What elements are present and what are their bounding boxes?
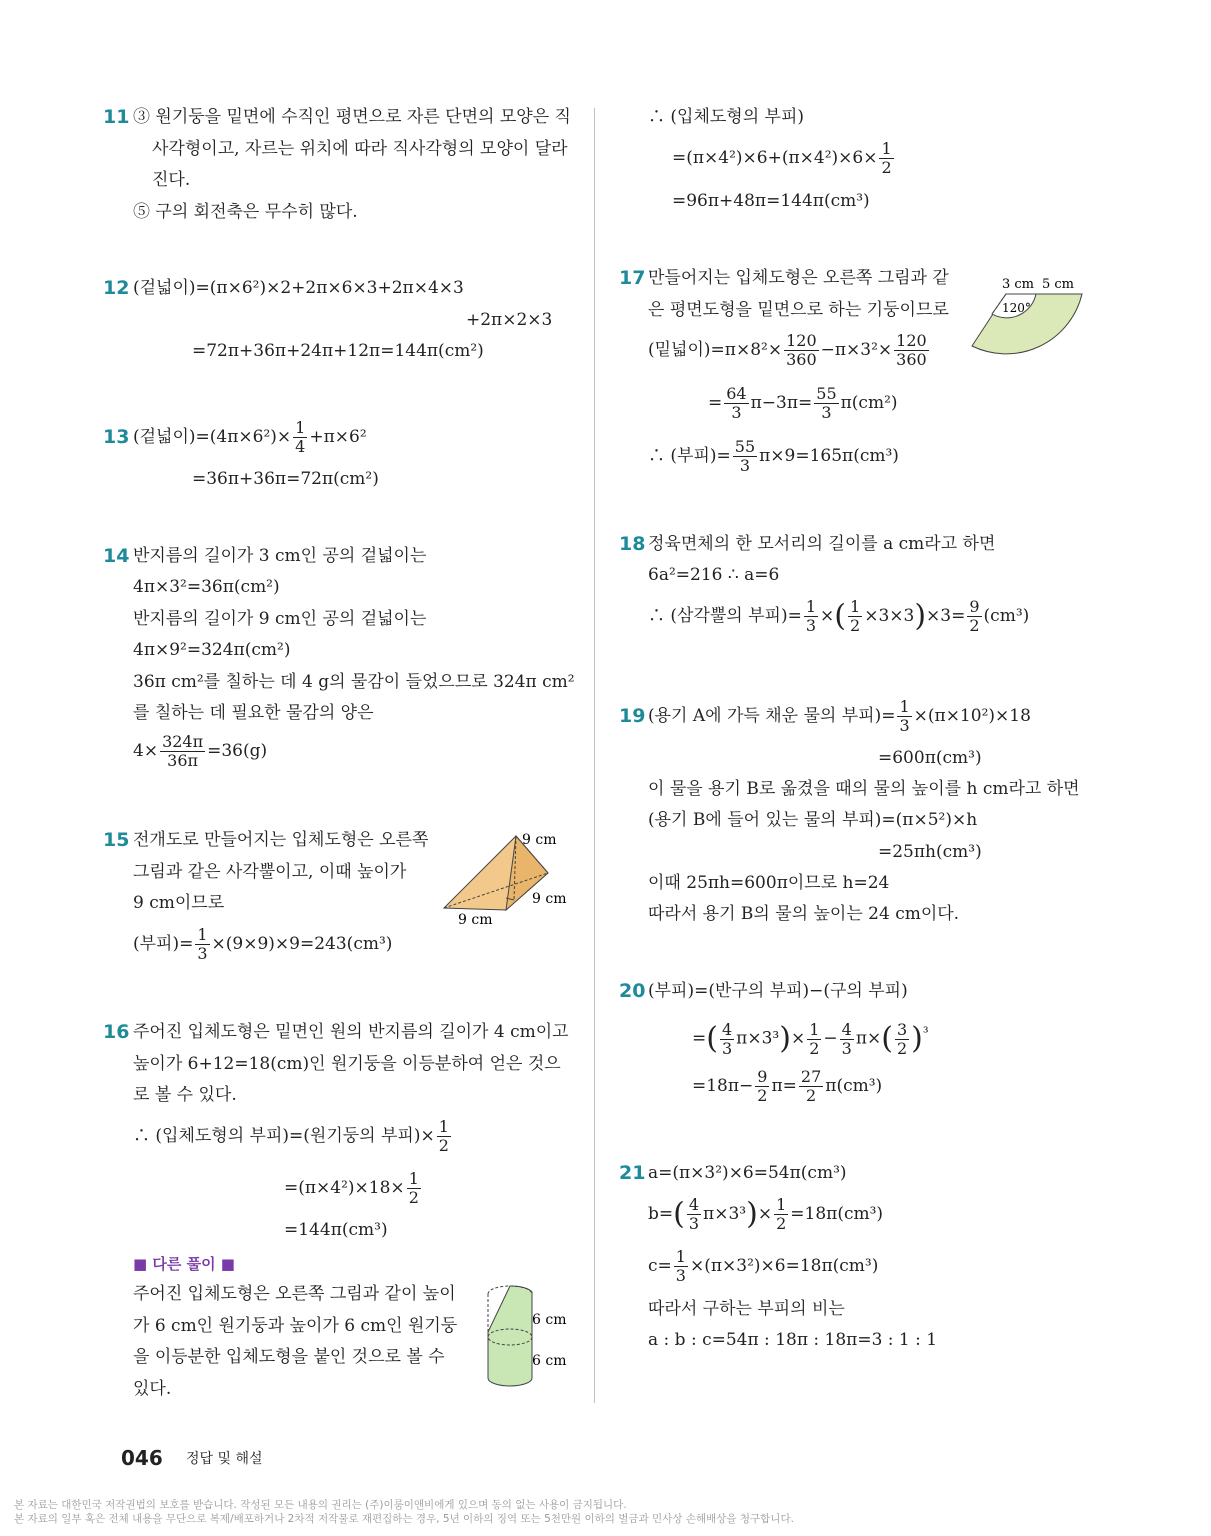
text-line: 은 평면도형을 밑면으로 하는 기둥이므로 [648,300,949,320]
label-right: 9 cm [532,891,567,907]
text-line: a=(π×3²)×6=54π(cm³) [648,1163,847,1183]
text: × [790,1028,806,1049]
label-upper: 6 cm [532,1312,567,1328]
fraction [720,1021,734,1058]
text: π−3π= [750,393,813,413]
formula-line [133,416,367,458]
text-line: 따라서 용기 B의 물의 높이는 24 cm이다. [648,904,960,924]
formula-line [692,1010,929,1062]
pyramid-figure [436,828,576,928]
denominator: 3 [821,403,832,422]
text: π= [771,1076,797,1096]
label-lower: 6 cm [532,1353,567,1369]
text: c= [648,1256,672,1276]
text: (겉넓이)=(4π×6²)× [133,427,292,447]
formula-line [133,1114,453,1158]
text: 4× [133,741,159,761]
text: π×9=165π(cm³) [759,446,899,466]
text-line: a : b : c=54π : 18π : 18π=3 : 1 : 1 [648,1330,938,1350]
text: = [692,1028,707,1049]
paren-close: ) [914,598,927,634]
denominator: 360 [786,350,817,369]
fraction [799,1068,823,1105]
text-line: 전개도로 만들어지는 입체도형은 오른쪽 [133,830,429,850]
numerator: 1 [295,418,306,437]
denominator: 2 [438,1136,449,1155]
fraction [724,385,748,422]
formula-line [648,1192,883,1236]
numerator: 64 [726,384,747,403]
paren-close: ) [746,1196,758,1232]
text: ∴ (입체도형의 부피)=(원기둥의 부피)× [133,1126,435,1146]
paren-open: ( [881,1021,893,1057]
numerator: 120 [896,331,927,350]
denominator: 3 [899,716,910,735]
problem-number: 12 [103,277,130,299]
denominator: 2 [757,1086,768,1105]
paren-close: ) [911,1021,923,1057]
fraction [840,1021,854,1058]
text: (부피)= [133,934,194,954]
denominator: 2 [850,616,861,635]
formula-line [648,694,1031,738]
fraction [897,698,911,735]
paren-close: ) [779,1021,791,1057]
cylinder-figure [480,1282,580,1392]
fraction [894,332,929,369]
text: ∴ (부피)= [648,446,731,466]
text-line: 을 이등분한 입체도형을 붙인 것으로 볼 수 [133,1347,445,1367]
label-angle: 120° [1002,301,1031,315]
paren-open: ( [706,1021,718,1057]
problem-number: 11 [103,106,130,128]
text-line: 진다. [152,170,191,190]
text-line: 이때 25πh=600π이므로 h=24 [648,873,890,893]
formula-line [648,1244,878,1288]
fraction [755,1068,769,1105]
text: ×(π×3²)×6=18π(cm³) [689,1256,879,1276]
numerator: 55 [734,437,756,456]
label-bottom: 9 cm [458,912,493,928]
text-line: 만들어지는 입체도형은 오른쪽 그림과 같 [648,268,949,288]
denominator: 2 [776,1214,787,1233]
text-line: 4π×9²=324π(cm²) [133,640,291,660]
text: =(π×4²)×18× [284,1178,405,1198]
problem-number: 14 [103,545,130,567]
text-line: =72π+36π+24π+12π=144π(cm²) [192,341,484,361]
page-number: 046 [121,1446,163,1470]
alt-solution-label: ■ 다른 풀이 ■ [133,1255,235,1273]
problem-number: 18 [619,533,646,555]
numerator: 4 [688,1195,700,1214]
text-line: +2π×2×3 [466,310,553,330]
label-top: 9 cm [522,832,557,848]
denominator: 3 [688,1214,700,1233]
fraction [807,1021,821,1058]
label-inner-radius: 3 cm [1002,277,1035,292]
text-line: =36π+36π=72π(cm²) [192,469,379,489]
numerator: 1 [805,597,817,616]
text: (용기 A에 가득 채운 물의 부피)= [648,706,896,726]
denominator: 3 [731,403,742,422]
fraction [687,1196,701,1233]
denominator: 2 [809,1038,820,1058]
numerator: 1 [809,1019,820,1039]
numerator: 27 [800,1067,822,1086]
text-line: 이 물을 용기 B로 옮겼을 때의 물의 높이를 h cm라고 하면 [648,779,1080,799]
text: +π×6² [309,427,367,447]
sector-figure [966,272,1091,372]
formula-line [672,136,896,180]
text-line: =600π(cm³) [878,748,982,768]
formula-line [708,381,898,425]
fraction [804,598,818,635]
text-line: 따라서 구하는 부피의 비는 [648,1299,845,1319]
page-label: 정답 및 해설 [186,1451,263,1467]
formula-line [692,1064,882,1108]
formula-line [133,922,392,966]
text-line: (용기 B에 들어 있는 물의 부피)=(π×5²)×h [648,810,978,830]
problem-number: 21 [619,1162,646,1184]
fraction [733,438,757,475]
text: π(cm³) [825,1076,883,1096]
fraction [437,1118,451,1155]
text-line: ∴ (입체도형의 부피) [648,107,805,127]
text: π× [855,1028,882,1049]
copyright-line: 본 자료는 대한민국 저작권법의 보호를 받습니다. 작성된 모든 내용의 권리는 (주)이룸이앤비에게 있으며 동의 없는 사용이 금지됩니다. [14,1499,627,1511]
fraction [879,140,893,177]
text-line: 높이가 6+12=18(cm)인 원기둥을 이등분하여 얻은 것으 [133,1054,561,1074]
denominator: 3 [675,1266,686,1285]
numerator: 120 [786,331,817,350]
text: ×3= [926,606,966,626]
problem-number: 15 [103,829,130,851]
text: ×(9×9)×9=243(cm³) [211,934,393,954]
fraction [848,598,862,635]
text-line: 9 cm이므로 [133,893,225,913]
numerator: 1 [899,697,910,716]
numerator: 4 [721,1019,733,1039]
text: ×3×3 [864,606,915,626]
text-line: (부피)=(반구의 부피)−(구의 부피) [648,981,908,1001]
text-line: 주어진 입체도형은 밑면인 원의 반지름의 길이가 4 cm이고 [133,1022,569,1042]
numerator: 1 [850,597,861,616]
denominator: 2 [408,1188,419,1207]
denominator: 2 [805,1086,817,1105]
numerator: 3 [896,1019,908,1039]
denominator: 3 [739,456,751,475]
fraction [814,385,838,422]
fraction [967,598,981,635]
text-line: ⑤ 구의 회전축은 무수히 많다. [133,202,358,222]
text-line: 반지름의 길이가 3 cm인 공의 겉넓이는 [133,546,427,566]
denominator: 3 [805,616,817,635]
text: × [757,1204,773,1224]
copyright-line: 본 자료의 일부 혹은 전체 내용을 무단으로 복제/배포하거나 2차적 저작물로 재편집하는 경우, 5년 이하의 징역 또는 5천만원 이하의 벌금과 민사상 손해배상을 청구합니다. [14,1513,794,1525]
fraction [195,926,209,963]
text: ∴ (삼각뿔의 부피)= [648,606,802,626]
denominator: 36π [167,751,199,770]
fraction [407,1170,421,1207]
formula-line [133,729,267,773]
denominator: 2 [969,616,980,635]
problem-number: 13 [103,426,130,448]
column-divider [594,108,595,1403]
text: (밑넓이)=π×8²× [648,340,783,360]
cylinder-body [488,1286,532,1386]
text: π×3³ [703,1204,747,1224]
formula-line [648,328,931,372]
numerator: 1 [438,1117,449,1136]
exponent: ³ [922,1025,929,1041]
text: π×3³ [736,1028,780,1049]
formula-line [648,594,1029,638]
text: b= [648,1204,674,1224]
text: × [820,606,835,626]
text-line: 36π cm²를 칠하는 데 4 g의 물감이 들었으므로 324π cm² [133,672,575,692]
text: =18π− [692,1076,754,1096]
numerator: 1 [881,139,892,158]
text-line: 있다. [133,1379,172,1399]
fraction [774,1196,788,1233]
problem-number: 16 [103,1021,130,1043]
text-line: 4π×3²=36π(cm²) [133,577,280,597]
fraction [895,1021,909,1058]
paren-open: ( [673,1196,685,1232]
text-line: =25πh(cm³) [878,842,982,862]
text: ×(π×10²)×18 [913,706,1031,726]
denominator: 360 [896,350,927,369]
numerator: 1 [197,925,208,944]
text-line: 정육면체의 한 모서리의 길이를 a cm라고 하면 [648,534,996,554]
text-line: 그림과 같은 사각뿔이고, 이때 높이가 [133,862,407,882]
text-line: 반지름의 길이가 9 cm인 공의 겉넓이는 [133,609,427,629]
text-line: 6a²=216 ∴ a=6 [648,565,780,585]
fraction [674,1248,688,1285]
text-line: (겉넓이)=(π×6²)×2+2π×6×3+2π×4×3 [133,278,464,298]
text: = [708,393,723,413]
problem-number: 17 [619,267,646,289]
fraction [160,733,205,770]
problem-number: 19 [619,705,646,727]
text-line: 로 볼 수 있다. [133,1085,237,1105]
numerator: 9 [757,1067,768,1086]
text: − [823,1028,838,1049]
numerator: 9 [969,597,980,616]
denominator: 2 [881,158,892,177]
text-line: =96π+48π=144π(cm³) [672,191,870,211]
text-line: 사각형이고, 자르는 위치에 따라 직사각형의 모양이 달라 [152,139,568,159]
text: (cm³) [983,606,1030,626]
paren-open: ( [834,598,847,634]
problem-number: 20 [619,980,646,1002]
numerator: 55 [816,384,837,403]
numerator: 1 [408,1169,419,1188]
text-line: 를 칠하는 데 필요한 물감의 양은 [133,703,374,723]
text-line: ③ 원기둥을 밑면에 수직인 평면으로 자른 단면의 모양은 직 [133,107,571,127]
text: =36(g) [207,741,268,761]
text-line: 주어진 입체도형은 오른쪽 그림과 같이 높이 [133,1284,456,1304]
numerator: 324π [162,732,204,751]
text: =(π×4²)×6+(π×4²)×6× [672,148,878,168]
fraction [784,332,819,369]
denominator: 2 [896,1038,908,1058]
fraction [293,419,307,456]
text: π(cm²) [840,393,898,413]
numerator: 1 [675,1247,686,1266]
numerator: 4 [841,1019,852,1039]
formula-line [284,1166,423,1210]
denominator: 3 [721,1038,733,1058]
denominator: 4 [295,437,306,456]
numerator: 1 [776,1195,787,1214]
text: −π×3²× [820,340,893,360]
denominator: 3 [197,944,208,963]
label-outer-width: 5 cm [1042,277,1075,292]
formula-line [648,434,899,478]
text-line: =144π(cm³) [284,1220,388,1240]
denominator: 3 [841,1038,852,1058]
text-line: 가 6 cm인 원기둥과 높이가 6 cm인 원기둥 [133,1316,458,1336]
text: =18π(cm³) [790,1204,884,1224]
